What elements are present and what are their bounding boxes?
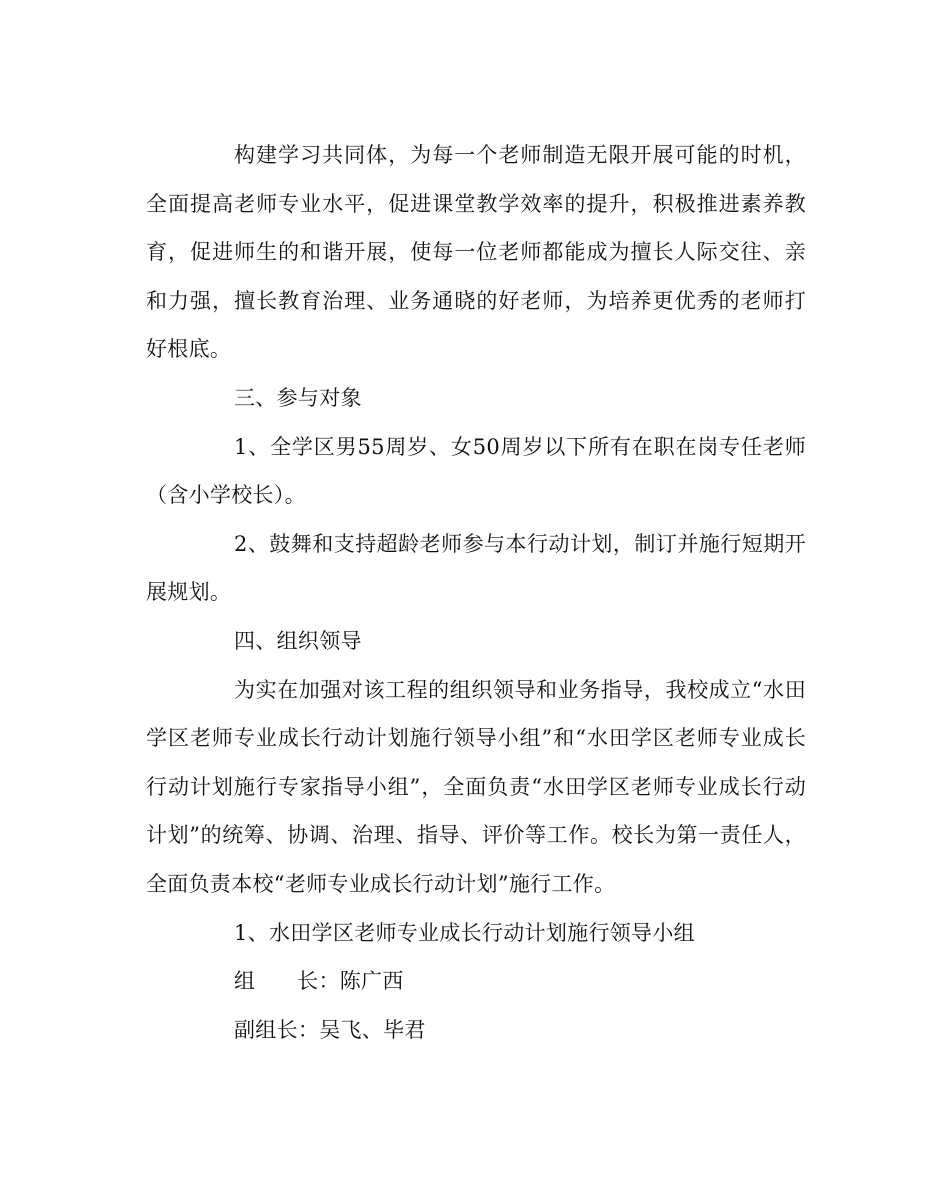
group-leader-line: 组 长：陈广西 (234, 969, 404, 994)
heading-participants: 三、参与对象 (234, 385, 362, 410)
deputy-leader-line: 副组长：吴飞、毕君 (234, 1017, 426, 1042)
paragraph-leadership: 为实在加强对该工程的组织领导和业务指导，我校成立“水田学区老师专业成长行动计划施行领导小组”和“水田学区老师专业成长行动计划施行专家指导小组”，全面负责“水田学区老师专业成长行动计划”的统筹、协调、治理、指导、评价等工作。校长为第一责任人，全面负责本校“老师专业成长行动计划”施行工作。 (146, 677, 806, 896)
paragraph-participants-1: 1、全学区男55周岁、女50周岁以下所有在职在岗专任老师（含小学校长）。 (146, 434, 806, 508)
leading-group-title: 1、水田学区老师专业成长行动计划施行领导小组 (234, 920, 695, 945)
paragraph-goal: 构建学习共同体，为每一个老师制造无限开展可能的时机，全面提高老师专业水平，促进课堂教学效率的提升，积极推进素养教育，促进师生的和谐开展，使每一位老师都能成为擅长人际交往、亲和力强，擅长教育治理、业务通晓的好老师，为培养更优秀的老师打好根底。 (146, 143, 806, 362)
document-body (146, 131, 806, 1054)
heading-leadership: 四、组织领导 (234, 628, 362, 653)
paragraph-participants-2: 2、鼓舞和支持超龄老师参与本行动计划，制订并施行短期开展规划。 (146, 531, 806, 605)
